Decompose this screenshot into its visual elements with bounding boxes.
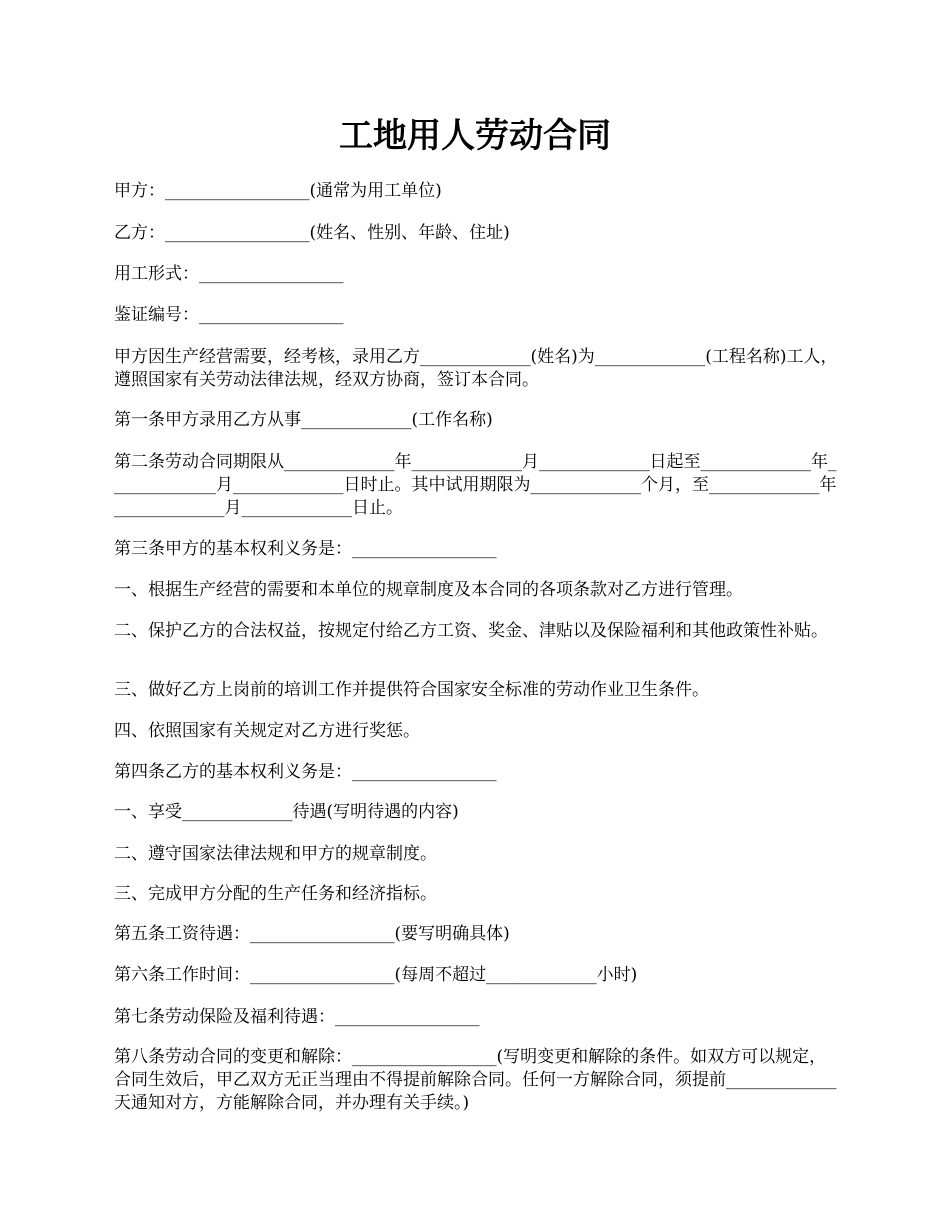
article-6: 第六条工作时间：_________________(每周不超过_____________小时): [114, 965, 638, 985]
employment-form-line: 用工形式：_________________: [114, 264, 344, 284]
article-1: 第一条甲方录用乙方从事_____________(工作名称): [114, 410, 493, 430]
article-4-heading: 第四条乙方的基本权利义务是：_________________: [114, 762, 497, 782]
article-4-item-2: 二、遵守国家法律法规和甲方的规章制度。: [114, 844, 437, 864]
document-title: 工地用人劳动合同: [339, 116, 611, 156]
party-b-line: 乙方：_________________(姓名、性别、年龄、住址): [114, 223, 510, 243]
article-7: 第七条劳动保险及福利待遇：_________________: [114, 1007, 480, 1027]
article-5: 第五条工资待遇：_________________(要写明确具体): [114, 924, 510, 944]
article-2: 第二条劳动合同期限从_____________年_____________月_____________日起至_____________年_____________月_____________日时止。其中试用期限为_____________个月，至_____________年_____________月_____________日止。: [114, 452, 837, 518]
article-3-item-4: 四、依照国家有关规定对乙方进行奖惩。: [114, 721, 420, 741]
article-3-item-1: 一、根据生产经营的需要和本单位的规章制度及本合同的各项条款对乙方进行管理。: [114, 580, 743, 600]
article-4-item-3: 三、完成甲方分配的生产任务和经济指标。: [114, 884, 437, 904]
article-3-item-2: 二、保护乙方的合法权益，按规定付给乙方工资、奖金、津贴以及保险福利和其他政策性补贴。: [114, 621, 828, 641]
certification-number-line: 鉴证编号：_________________: [114, 305, 344, 325]
article-3-heading: 第三条甲方的基本权利义务是：_________________: [114, 539, 497, 559]
preamble-paragraph: 甲方因生产经营需要，经考核，录用乙方_____________(姓名)为_____________(工程名称)工人，遵照国家有关劳动法律法规，经双方协商，签订本合同。: [114, 347, 838, 390]
article-3-item-3: 三、做好乙方上岗前的培训工作并提供符合国家安全标准的劳动作业卫生条件。: [114, 680, 709, 700]
article-4-item-1: 一、享受_____________待遇(写明待遇的内容): [114, 802, 459, 822]
party-a-line: 甲方：_________________(通常为用工单位): [114, 181, 442, 201]
article-8: 第八条劳动合同的变更和解除：_________________(写明变更和解除的条件。如双方可以规定，合同生效后，甲乙双方无正当理由不得提前解除合同。任何一方解除合同，须提前_____________天通知对方，方能解除合同，并办理有关手续。): [114, 1047, 837, 1113]
